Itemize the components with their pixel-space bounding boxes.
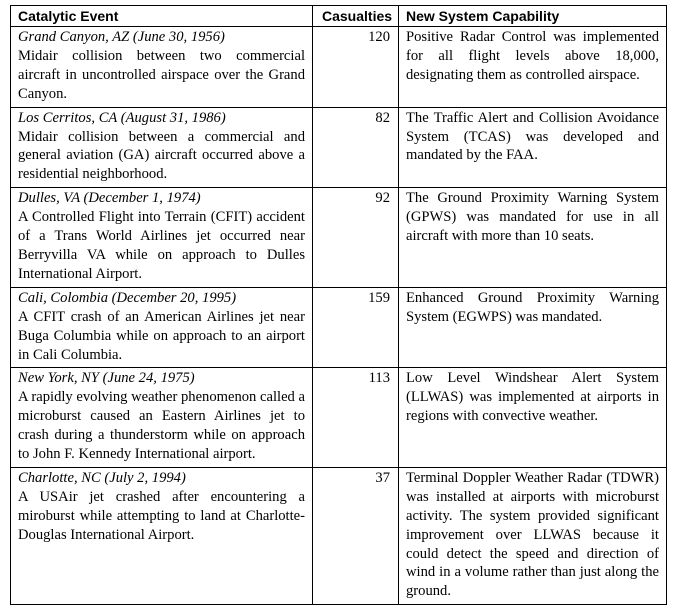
table-row [11,368,667,468]
casualties-cell: 92 [313,188,399,288]
casualties-cell: 37 [313,467,399,604]
event-cell [11,107,313,188]
table-row [11,107,667,188]
event-title: Charlotte, NC (July 2, 1994) [18,469,186,486]
table-row [11,27,667,108]
event-description: A rapidly evolving weather phenomenon called a microburst caused an Eastern Airlines jet to crash during a thunderstorm while on approach to John F. Kennedy International airport. [18,389,305,463]
capability-cell: Terminal Doppler Weather Radar (TDWR) was installed at airports with microburst activity. The system provided significant improvement over LLWAS because it could detect the speed and direction of wind in a volume rather than just along the ground. [399,467,667,604]
casualties-cell: 113 [313,368,399,468]
event-title: Grand Canyon, AZ (June 30, 1956) [18,29,225,45]
casualties-cell: 82 [313,107,399,188]
capability-cell: The Ground Proximity Warning System (GPWS) was mandated for use in all aircraft with more than 10 seats. [399,188,667,288]
header-catalytic-event: Catalytic Event [11,6,313,27]
capability-cell: Positive Radar Control was implemented for all flight levels above 18,000, designating them as controlled airspace. [399,27,667,108]
header-row [11,6,667,27]
event-description: A CFIT crash of an American Airlines jet near Buga Columbia while on approach to an airport in Cali Columbia. [18,308,305,363]
event-description: A USAir jet crashed after encountering a miroburst while attempting to land at Charlotte-Douglas International Airport. [18,488,305,543]
casualties-cell: 159 [313,287,399,368]
event-description: Midair collision between two commercial aircraft in uncontrolled airspace over the Grand Canyon. [18,47,305,102]
capability-cell: Low Level Windshear Alert System (LLWAS) was implemented at airports in regions with convective weather. [399,368,667,468]
event-description: Midair collision between a commercial and general aviation (GA) aircraft occurred above a residential neighborhood. [18,128,305,183]
casualties-cell: 120 [313,27,399,108]
event-cell [11,27,313,108]
header-casualties: Casualties [313,6,399,27]
event-description: A Controlled Flight into Terrain (CFIT) accident of a Trans World Airlines jet occurred near Berryvilla VA while on approach to Dulles International Airport. [18,209,305,282]
event-cell [11,188,313,288]
table-row [11,188,667,288]
catalytic-events-table [10,5,667,605]
capability-cell: Enhanced Ground Proximity Warning System (EGWPS) was mandated. [399,287,667,368]
event-title: Cali, Colombia (December 20, 1995) [18,289,237,306]
event-cell [11,287,313,368]
table-row [11,287,667,368]
capability-cell: The Traffic Alert and Collision Avoidance System (TCAS) was developed and mandated by the FAA. [399,107,667,188]
event-cell [11,368,313,468]
event-title: New York, NY (June 24, 1975) [18,370,195,387]
table-row [11,467,667,604]
event-cell [11,467,313,604]
event-title: Los Cerritos, CA (August 31, 1986) [18,109,226,126]
event-title: Dulles, VA (December 1, 1974) [18,190,201,207]
header-new-system-capability: New System Capability [399,6,667,27]
